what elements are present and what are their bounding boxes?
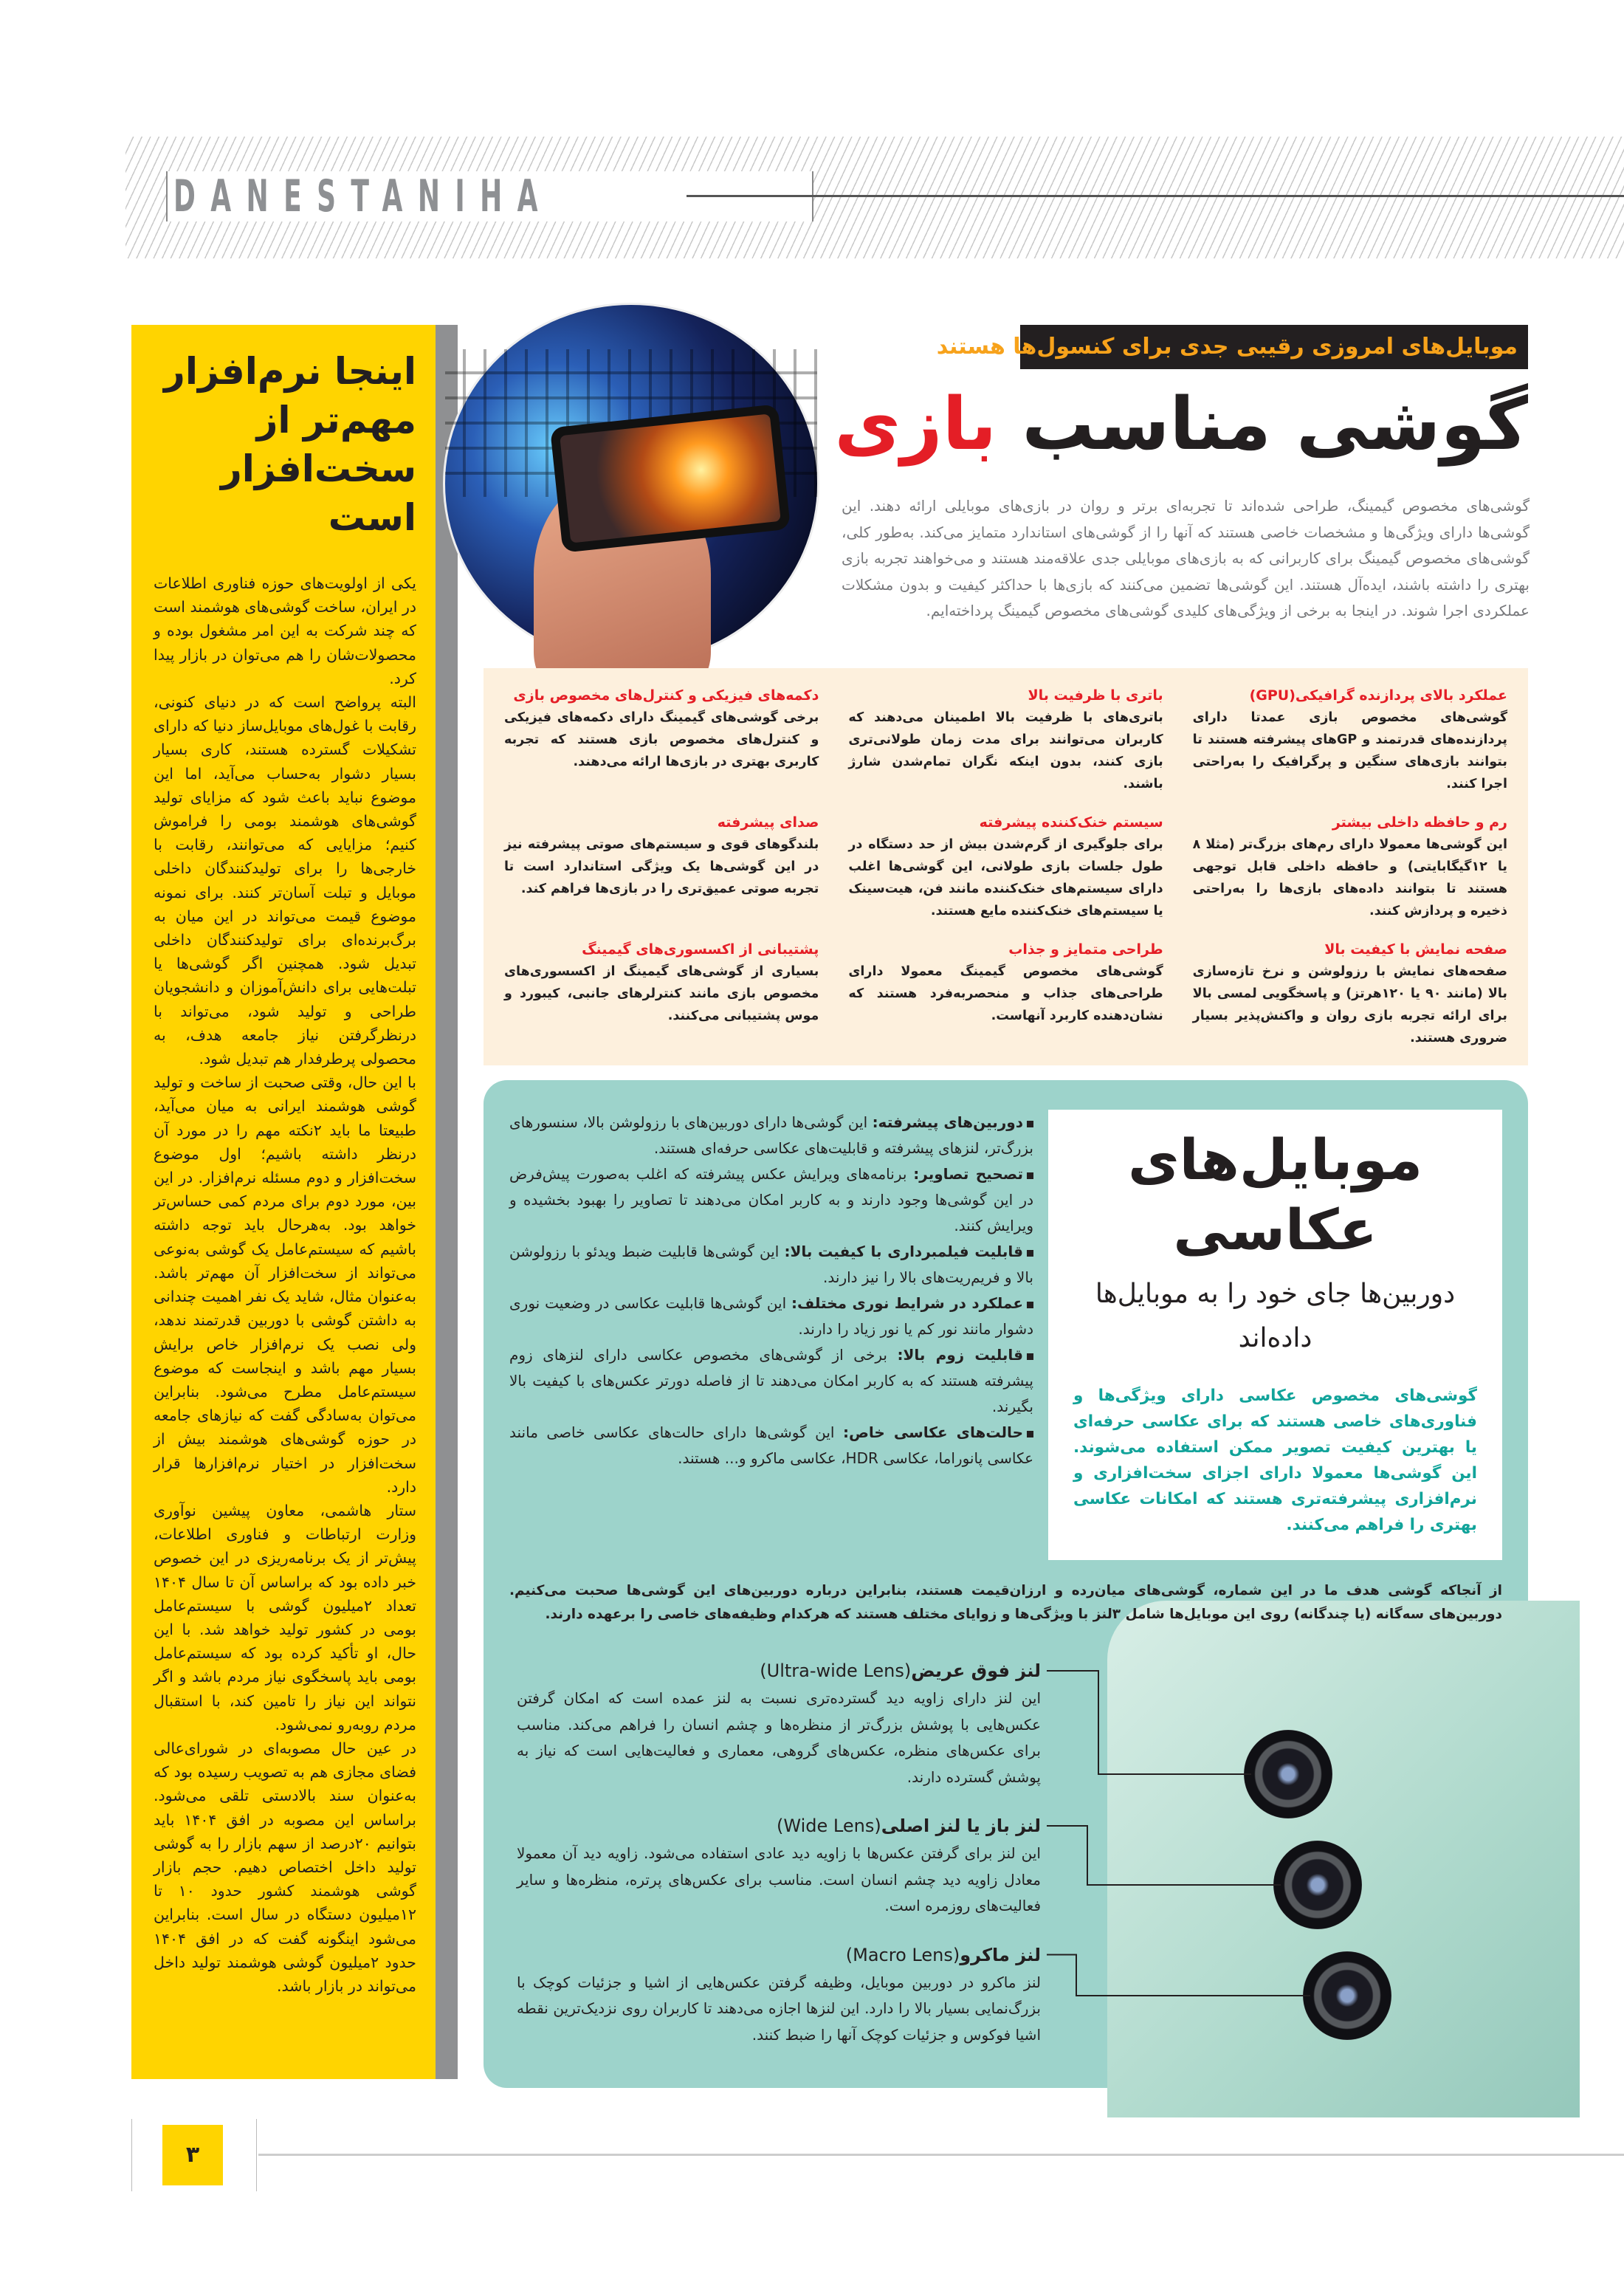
lens-text: این لنز دارای زاویه دید گسترده‌تری نسبت به لنز عمده است که امکان گرفتن عکس‌هایی با پوشش بزرگ‌تر از منظره‌ها و چشم انسان را فراهم می‌کند. مناسب برای عکس‌های منظره، عکس‌های گروهی، معماری و فعالیت‌هایی است که نیاز به پوشش گسترده دارند. [517, 1689, 1041, 1786]
bullet-text: این گوشی‌ها دارای حالت‌های عکاسی خاصی مانند عکاسی پانوراما، عکاسی HDR، عکاسی ماکرو و... هستند. [509, 1423, 1033, 1467]
brand-text: DANESTANIHA [173, 171, 553, 222]
sidebar-title: اینجا نرم‌افزار مهم‌تر از سخت‌افزار است [164, 350, 416, 539]
feature-title: سیستم خنک‌کننده پیشرفته [979, 814, 1163, 831]
sidebar-paragraph: با این حال، وقتی صحبت از ساخت و تولید گوشی هوشمند ایرانی به میان می‌آید، طبیعتا ما باید ۲نکته مهم را در مورد آن درنظر داشته باشیم؛ اول موضوع سخت‌افزار و دوم مسئله نرم‌افزار. در این بین، مورد دوم برای مردم کمی حساس‌تر خواهد بود. به‌هرحال باید توجه داشته باشیم که سیستم‌عامل یک گوشی به‌نوعی می‌تواند از سخت‌افزار آن مهم‌تر باشد. به‌عنوان مثال، شاید یک نفر اهمیت چندانی به داشتن گوشی با دوربین قدرتمند ندهد، ولی نصب یک نرم‌افزار خاص برایش بسیار مهم باشد و اینجاست که موضوع سیستم‌عامل مطرح می‌شود. بنابراین می‌توان به‌سادگی گفت که نیازهای جامعه در حوزه گوشی‌های هوشمند بیش از سخت‌افزار در اختیار نرم‌افزارها قرار دارد. [154, 1074, 416, 1496]
bullet-square-icon [1027, 1353, 1033, 1360]
phone-graphic [550, 404, 791, 552]
lens-text: این لنز برای گرفتن عکس‌ها با زاویه دید عادی استفاده می‌شود. زاویه دید آن معمولا معادل زاویه دید چشم انسان است. مناسب برای عکس‌های پرتره، منظره‌ها و سایر فعالیت‌های روزمره است. [517, 1844, 1041, 1914]
camera-lens-icon [1273, 1841, 1362, 1929]
header-divider [687, 195, 1624, 197]
lens-title-fa: لنز باز یا لنز اصلی [881, 1816, 1041, 1836]
bullet-item [509, 1239, 1033, 1291]
main-column [484, 668, 1528, 2088]
sidebar-paragraph: یکی از اولویت‌های حوزه فناوری اطلاعات در ایران، ساخت گوشی‌های هوشمند است که چند شرکت به این امر مشغول بوده و محصولات‌شان را هم می‌توان در بازار پیدا کرد. [153, 574, 416, 687]
feature-item [504, 811, 819, 922]
camera-lens-icon [1303, 1951, 1391, 2040]
feature-text: برخی گوشی‌های گیمینگ دارای دکمه‌های فیزیکی و کنترل‌های مخصوص بازی هستند که تجربه کاربری بهتری در بازی‌ها ارائه می‌دهند. [504, 710, 819, 769]
sidebar-paragraph: البته پرواضح است که در دنیای کنونی، رقابت با غول‌های موبایل‌ساز دنیا که دارای تشکیلات گسترده هستند، کاری بسیار بسیار دشوار به‌حساب می‌آید، اما این موضوع نباید باعث شود که مزایای تولید گوشی‌های هوشمند بومی را فراموش کنیم؛ مزایایی که می‌توانند، رقابت با خارجی‌ها را برای تولیدکنندگان داخلی موبایل و تبلت آسان‌تر کنند. برای نمونه موضوع قیمت می‌تواند در این میان به برگ‌برنده‌ای برای تولیدکنندگان داخلی تبدیل شود. همچنین اگر گوشی‌ها یا تبلت‌هایی برای دانش‌آموزان و دانشجویان طراحی و تولید شود، می‌تواند با درنظرگرفتن نیاز جامعه هدف، به محصولی پرطرفدار هم تبدیل شود. [154, 693, 416, 1068]
feature-text: این گوشی‌ها معمولا دارای رم‌های بزرگ‌تر (مثلا ۸ یا ۱۲گیگابایتی) و حافظه داخلی قابل توجهی هستند تا بتوانند داده‌های بازی‌ها را به‌راحتی ذخیره و پردازش کنند. [1192, 837, 1507, 918]
feature-title: طراحی متمایز و جذاب [1008, 941, 1163, 958]
feature-item [504, 938, 819, 1049]
bullet-item [509, 1342, 1033, 1420]
lens-item [517, 1811, 1041, 1920]
feature-text: برای جلوگیری از گرم‌شدن بیش از حد دستگاه در طول جلسات بازی طولانی، این گوشی‌ها اغلب دارای سیستم‌های خنک‌کننده مانند فن، هیت‌سینک یا سیستم‌های خنک‌کننده مایع هستند. [848, 837, 1163, 918]
sidebar-edge-bar [436, 325, 458, 2079]
lens-title-fa: لنز ماکرو [960, 1944, 1041, 1965]
camera-lead: گوشی‌های مخصوص عکاسی دارای ویژگی‌ها و فناوری‌های خاصی هستند که برای عکاسی حرفه‌ای یا بهترین کیفیت تصویر ممکن استفاده می‌شوند. این گوشی‌ها معمولا دارای اجزای سخت‌افزاری و نرم‌افزاری پیشرفته‌تری هستند که امکانات عکاسی بهتری را فراهم می‌کنند. [1073, 1387, 1477, 1534]
bullet-text: برخی از گوشی‌های مخصوص عکاسی دارای لنزهای زوم پیشرفته هستند که به کاربر امکان می‌دهند تا از فاصله دورتر عکس‌های با کیفیت بالا بگیرند. [509, 1346, 1033, 1415]
feature-item [1193, 811, 1507, 922]
lens-title [517, 1940, 1041, 1970]
feature-text: گوشی‌های مخصوص گیمینگ معمولا دارای طراحی‌های جذاب و منحصربه‌فرد هستند که نشان‌دهنده کاربرد آنهاست. [848, 964, 1163, 1023]
bullet-term: عملکرد در شرایط نوری مختلف: [791, 1294, 1023, 1312]
headline [834, 369, 1528, 480]
bullet-square-icon [1027, 1121, 1033, 1127]
lens-title-fa: لنز فوق عریض [911, 1660, 1041, 1681]
bullet-item [509, 1110, 1033, 1161]
camera-lens-icon [1244, 1730, 1332, 1818]
bullet-item [509, 1161, 1033, 1239]
page-number: ۳ [162, 2125, 223, 2185]
camera-phones-section [484, 1080, 1528, 2088]
sidebar-body [154, 571, 416, 1998]
lens-title-en: (Wide Lens) [777, 1816, 881, 1836]
feature-title: رم و حافظه داخلی بیشتر [1332, 814, 1507, 831]
feature-text: گوشی‌های مخصوص بازی عمدتا دارای پردازنده‌های قدرتمند و GPهای پیشرفته هستند تا بتوانند بازی‌های سنگین و پرگرافیک را به‌راحتی اجرا کنند. [1192, 710, 1507, 791]
bullet-text: این گوشی‌ها قابلیت ضبط ویدئو با رزولوشن بالا و فریم‌ریت‌های بالا را نیز دارند. [509, 1243, 1033, 1286]
lens-text: لنز ماکرو در دوربین موبایل، وظیفه گرفتن عکس‌هایی از اشیا و جزئیات کوچک با بزرگ‌نمایی بسیار بالا را دارد. این لنزها اجازه می‌دهند تا کاربران روی نزدیک‌ترین نقطه اشیا فوکوس و جزئیات کوچک آنها را ضبط کنند. [517, 1973, 1041, 2044]
kicker: موبایل‌های امروزی رقیبی جدی برای کنسول‌ها هستند [1020, 325, 1528, 369]
lens-title [517, 1656, 1041, 1686]
lens-title [517, 1811, 1041, 1841]
lens-list [517, 1656, 1041, 2048]
feature-title: صفحه نمایش با کیفیت بالا [1324, 941, 1507, 958]
gaming-intro: گوشی‌های مخصوص گیمینگ، طراحی شده‌اند تا تجربه‌ای برتر و روان در بازی‌های موبایلی ارائه دهند. این گوشی‌ها دارای ویژگی‌ها و مشخصات خاصی هستند که آنها را از گوشی‌های استاندارد متمایز می‌کند. به‌طور کلی، گوشی‌های مخصوص گیمینگ برای کاربرانی که به بازی‌های موبایلی جدی علاقه‌مند هستند و می‌خواهند تجربه بازی بهتری را داشته باشند، ایده‌آل هستند. این گوشی‌ها تضمین می‌کنند که بازی‌ها با حداکثر کیفیت و بدون مشکلات عملکردی اجرا شوند. در اینجا به برخی از ویژگی‌های کلیدی گوشی‌های مخصوص گیمینگ پرداخته‌ایم. [842, 497, 1530, 619]
feature-text: باتری‌های با ظرفیت بالا اطمینان می‌دهند که کاربران می‌توانند برای مدت زمان طولانی‌تری بازی کنند، بدون اینکه نگران تمام‌شدن شارژ باشند. [848, 710, 1163, 791]
feature-title: پشتیبانی از اکسسوری‌های گیمینگ [582, 941, 819, 958]
feature-text: بلندگوهای قوی و سیستم‌های صوتی پیشرفته نیز در این گوشی‌ها یک ویژگی استاندارد است تا تجربه صوتی عمیق‌تری را در بازی‌ها فراهم کند. [504, 837, 819, 896]
camera-title: موبایل‌های عکاسی [1127, 1127, 1423, 1263]
bullet-term: حالت‌های عکاسی خاص: [842, 1423, 1023, 1441]
bullet-text: این گوشی‌ها دارای دوربین‌های با رزولوشن بالا، سنسورهای بزرگ‌تر، لنزهای پیشرفته و قابلیت‌های عکاسی حرفه‌ای هستند. [509, 1113, 1033, 1157]
feature-item [1193, 938, 1507, 1049]
headline-accent: بازی [834, 382, 997, 467]
camera-subtitle: دوربین‌ها جای خود را به موبایل‌ها داده‌اند [1095, 1279, 1456, 1353]
feature-item [848, 811, 1163, 922]
feature-title: دکمه‌های فیزیکی و کنترل‌های مخصوص بازی [513, 687, 819, 704]
headline-main: گوشی مناسب [997, 382, 1528, 467]
bullet-item [509, 1420, 1033, 1471]
bullet-square-icon [1027, 1431, 1033, 1437]
feature-text: بسیاری از گوشی‌های گیمینگ از اکسسوری‌های مخصوص بازی مانند کنترلرهای جانبی، کیبورد و موس پشتیبانی می‌کنند. [504, 964, 819, 1023]
bullet-term: قابلیت فیلمبرداری با کیفیت بالا: [784, 1243, 1024, 1260]
gaming-features-grid [484, 668, 1528, 1065]
bullet-item [509, 1291, 1033, 1342]
gaming-phone-photo [443, 303, 819, 664]
camera-top-row [509, 1110, 1502, 1560]
bullet-term: دوربین‌های پیشرفته: [872, 1113, 1023, 1131]
sidebar-article [131, 325, 436, 2079]
lens-title-en: (Macro Lens) [845, 1944, 960, 1965]
camera-bullets [509, 1110, 1033, 1471]
feature-item [504, 684, 819, 795]
feature-title: عملکرد بالای پردازنده گرافیکی(GPU) [1249, 687, 1507, 704]
footer-divider [258, 2154, 1624, 2156]
camera-title-box [1048, 1110, 1502, 1560]
bullet-term: تصحیح تصاویر: [913, 1165, 1023, 1183]
feature-title: صدای پیشرفته [717, 814, 819, 831]
feature-title: باتری با ظرفیت بالا [1028, 687, 1163, 704]
lens-title-en: (Ultra-wide Lens) [760, 1660, 912, 1681]
feature-item [1193, 684, 1507, 795]
bullet-square-icon [1027, 1172, 1033, 1179]
game-screen [560, 413, 781, 543]
feature-text: صفحه‌های نمایش با رزولوشن و نرخ تازه‌سازی بالا (مانند ۹۰ یا ۱۲۰هرتز) و پاسخگویی لمسی بالا برای ارائه تجربه بازی روان و واکنش‌پذیر بسیار ضروری هستند. [1192, 964, 1507, 1045]
lens-item [517, 1940, 1041, 2049]
sidebar-paragraph: در عین حال مصوبه‌ای در شورای‌عالی فضای مجازی هم به تصویب رسیده بود که به‌عنوان سند بالادستی تلقی می‌شود. براساس این مصوبه در افق ۱۴۰۴ باید بتوانیم ۲۰درصد از سهم بازار را به گوشی تولید داخل اختصاص دهیم. حجم بازار گوشی هوشمند کشور حدود ۱۰ تا ۱۲میلیون دستگاه در سال است. بنابراین می‌شود اینگونه گفت که در افق ۱۴۰۴ حدود ۲میلیون گوشی هوشمند تولید داخل می‌تواند در بازار باشد. [154, 1739, 417, 1995]
lens-item [517, 1656, 1041, 1790]
bullet-square-icon [1027, 1302, 1033, 1308]
sidebar-paragraph: ستار هاشمی، معاون پیشین نوآوری وزارت ارتباطات و فناوری اطلاعات، پیش‌تر از یک برنامه‌ریزی در این خصوص خبر داده بود که براساس آن تا سال ۱۴۰۴ تعداد ۲میلیون گوشی با سیستم‌عامل بومی در کشور تولید خواهد شد. با این حال، او تأکید کرده بود که سیستم‌عامل بومی باید پاسخگوی نیاز مردم باشد و اگر نتواند این نیاز را تامین کند، با استقبال مردم روبه‌رو نمی‌شود. [154, 1501, 416, 1734]
bullet-text: برنامه‌های ویرایش عکس پیشرفته که اغلب به‌صورت پیش‌فرض در این گوشی‌ها وجود دارند و به کاربر امکان می‌دهند تا تصاویر را بهبود بخشیده و ویرایش کنند. [509, 1165, 1033, 1234]
bullet-term: قابلیت زوم بالا: [897, 1346, 1023, 1364]
feature-item [848, 938, 1163, 1049]
feature-item [848, 684, 1163, 795]
bullet-square-icon [1027, 1250, 1033, 1257]
camera-intro: از آنجاکه گوشی هدف ما در این شماره، گوشی‌های میان‌رده و ارزان‌قیمت هستند، بنابراین درباره دوربین‌های این گوشی‌ها صحبت می‌کنیم. دوربین‌های سه‌گانه (یا چندگانه) روی این موبایل‌ها شامل ۳لنز با ویژگی‌ها و زوایای مختلف هستند که هرکدام وظیفه‌های خاصی را برعهده دارند. [509, 1583, 1502, 1622]
bullet-text: این گوشی‌ها قابلیت عکاسی در وضعیت نوری دشوار مانند نور کم یا نور زیاد را دارند. [509, 1294, 1033, 1338]
